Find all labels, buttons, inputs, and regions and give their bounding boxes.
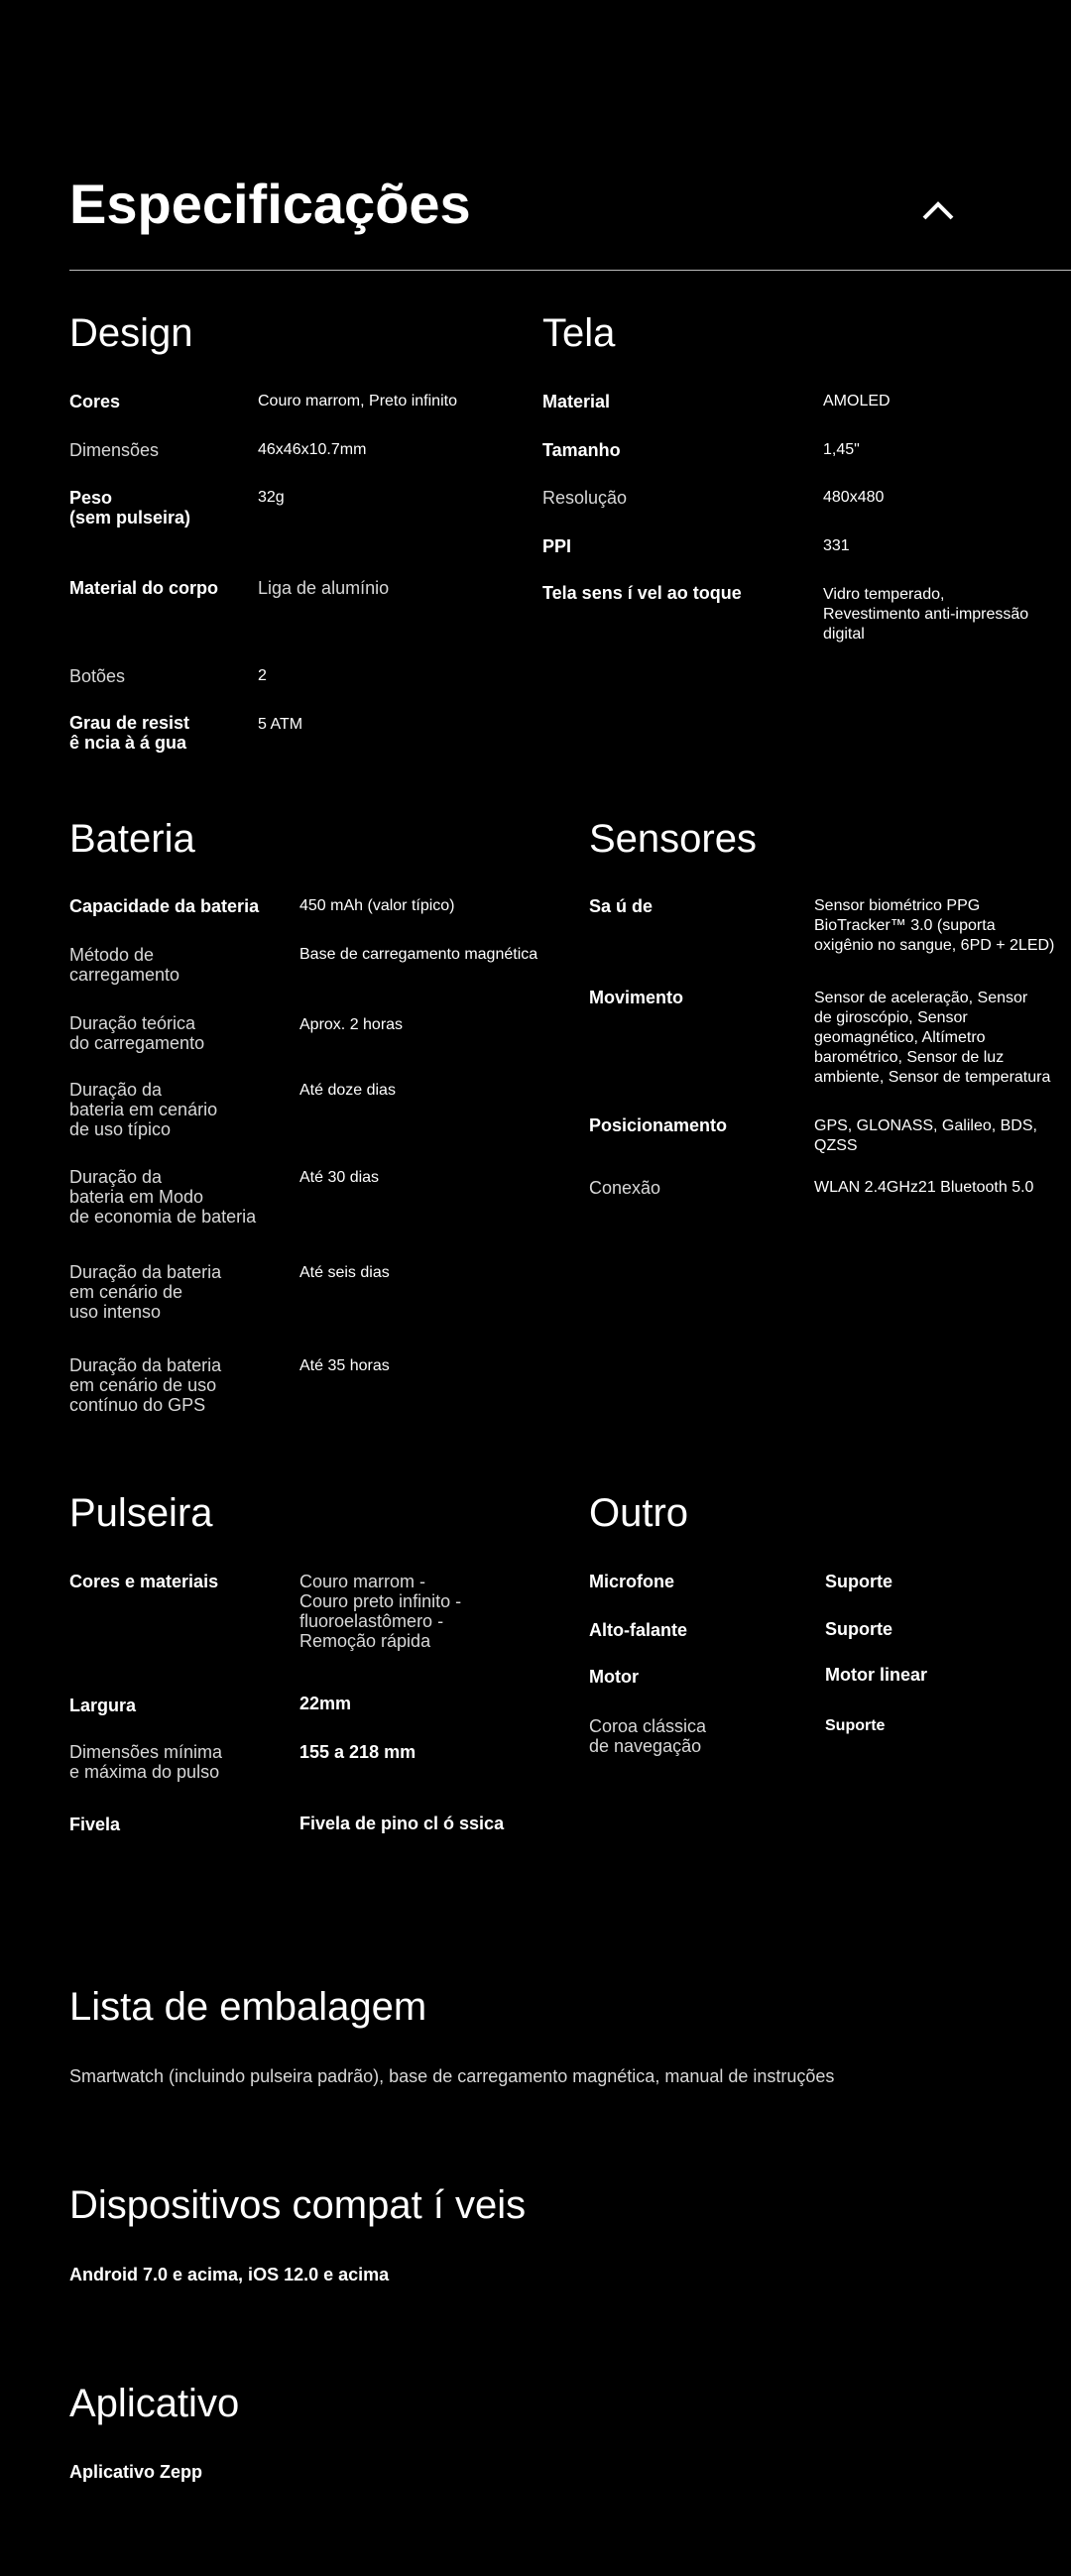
spec-value: Couro marrom - Couro preto infinito - fluoroelastômero - Remoção rápida — [299, 1572, 462, 1651]
spec-value: 1,45" — [823, 441, 860, 458]
spec-label: Peso (sem pulseira) — [69, 488, 191, 527]
spec-label: Motor — [589, 1667, 639, 1687]
section-title-tela: Tela — [542, 311, 616, 355]
header-divider — [69, 270, 1071, 271]
spec-label: Duração da bateria em cenário de uso contínuo do GPS — [69, 1355, 222, 1415]
spec-label: Tamanho — [542, 440, 621, 460]
spec-label: Grau de resist ê ncia à á gua — [69, 713, 190, 753]
spec-label: Método de carregamento — [69, 945, 180, 985]
spec-label: Fivela — [69, 1815, 121, 1834]
spec-label: Coroa clássica de navegação — [589, 1716, 707, 1756]
aplicativo-text: Aplicativo Zepp — [69, 2462, 203, 2482]
spec-label: Sa ú de — [589, 896, 654, 916]
spec-value: Aprox. 2 horas — [299, 1016, 404, 1033]
spec-value: Até 35 horas — [299, 1357, 390, 1374]
spec-value: Suporte — [825, 1717, 886, 1734]
section-title-aplicativo: Aplicativo — [69, 2382, 240, 2425]
spec-label: Cores e materiais — [69, 1572, 219, 1591]
spec-value: 155 a 218 mm — [299, 1742, 416, 1762]
spec-label: Conexão — [589, 1178, 661, 1198]
spec-value: Até seis dias — [299, 1264, 390, 1281]
section-title-outro: Outro — [589, 1491, 689, 1535]
section-title-embalagem: Lista de embalagem — [69, 1985, 427, 2029]
section-title-bateria: Bateria — [69, 817, 195, 861]
spec-label: Duração da bateria em cenário de uso típico — [69, 1080, 218, 1139]
spec-value: Couro marrom, Preto infinito — [258, 393, 457, 410]
spec-label: Material — [542, 392, 611, 411]
spec-label: Microfone — [589, 1572, 675, 1591]
spec-label: Material do corpo — [69, 578, 219, 598]
spec-value: 331 — [823, 537, 850, 554]
spec-value: 2 — [258, 667, 267, 684]
spec-value: 32g — [258, 489, 285, 506]
spec-value: AMOLED — [823, 393, 891, 410]
section-title-dispositivos: Dispositivos compat í veis — [69, 2183, 527, 2227]
spec-value: Liga de alumínio — [258, 578, 390, 598]
spec-label: Duração da bateria em Modo de economia de bateria — [69, 1167, 257, 1227]
spec-value: Sensor biométrico PPG BioTracker™ 3.0 (suporta oxigênio no sangue, 6PD + 2LED) — [814, 897, 1055, 954]
spec-value: Suporte — [825, 1572, 893, 1591]
spec-value: 450 mAh (valor típico) — [299, 897, 455, 914]
spec-value: 480x480 — [823, 489, 885, 506]
dispositivos-text: Android 7.0 e acima, iOS 12.0 e acima — [69, 2265, 390, 2284]
spec-label: Resolução — [542, 488, 628, 508]
spec-label: PPI — [542, 536, 572, 556]
spec-value: Sensor de aceleração, Sensor de giroscópio, Sensor geomagnético, Altímetro barométrico, Sensor de luz ambiente, Sensor de temperatura — [814, 990, 1051, 1086]
section-title-pulseira: Pulseira — [69, 1491, 213, 1535]
spec-value: 46x46x10.7mm — [258, 441, 367, 458]
spec-value: Motor linear — [825, 1665, 928, 1685]
spec-value: 22mm — [299, 1694, 352, 1713]
spec-value: Suporte — [825, 1619, 893, 1639]
spec-value: GPS, GLONASS, Galileo, BDS, QZSS — [814, 1117, 1037, 1154]
page-title: Especificações — [69, 173, 471, 235]
spec-label: Largura — [69, 1696, 137, 1715]
spec-label: Capacidade da bateria — [69, 896, 260, 916]
chevron-up-icon[interactable] — [920, 198, 956, 222]
spec-value: Até doze dias — [299, 1082, 396, 1099]
section-title-design: Design — [69, 311, 193, 355]
spec-value: Vidro temperado, Revestimento anti-impressão digital — [823, 586, 1029, 643]
spec-label: Alto-falante — [589, 1620, 687, 1640]
spec-value: Base de carregamento magnética — [299, 946, 538, 963]
section-title-sensores: Sensores — [589, 817, 757, 861]
spec-label: Movimento — [589, 988, 684, 1007]
spec-label: Duração da bateria em cenário de uso intenso — [69, 1262, 222, 1322]
spec-label: Duração teórica do carregamento — [69, 1013, 205, 1053]
spec-value: WLAN 2.4GHz21 Bluetooth 5.0 — [814, 1179, 1034, 1196]
spec-value: Fivela de pino cl ó ssica — [299, 1814, 505, 1833]
spec-label: Botões — [69, 666, 126, 686]
spec-value: 5 ATM — [258, 716, 303, 733]
spec-label: Cores — [69, 392, 121, 411]
spec-label: Dimensões — [69, 440, 160, 460]
spec-label: Tela sens í vel ao toque — [542, 583, 742, 603]
embalagem-text: Smartwatch (incluindo pulseira padrão), base de carregamento magnética, manual de instruções — [69, 2066, 835, 2086]
spec-label: Posicionamento — [589, 1115, 728, 1135]
spec-value: Até 30 dias — [299, 1169, 380, 1186]
spec-label: Dimensões mínima e máxima do pulso — [69, 1742, 223, 1782]
